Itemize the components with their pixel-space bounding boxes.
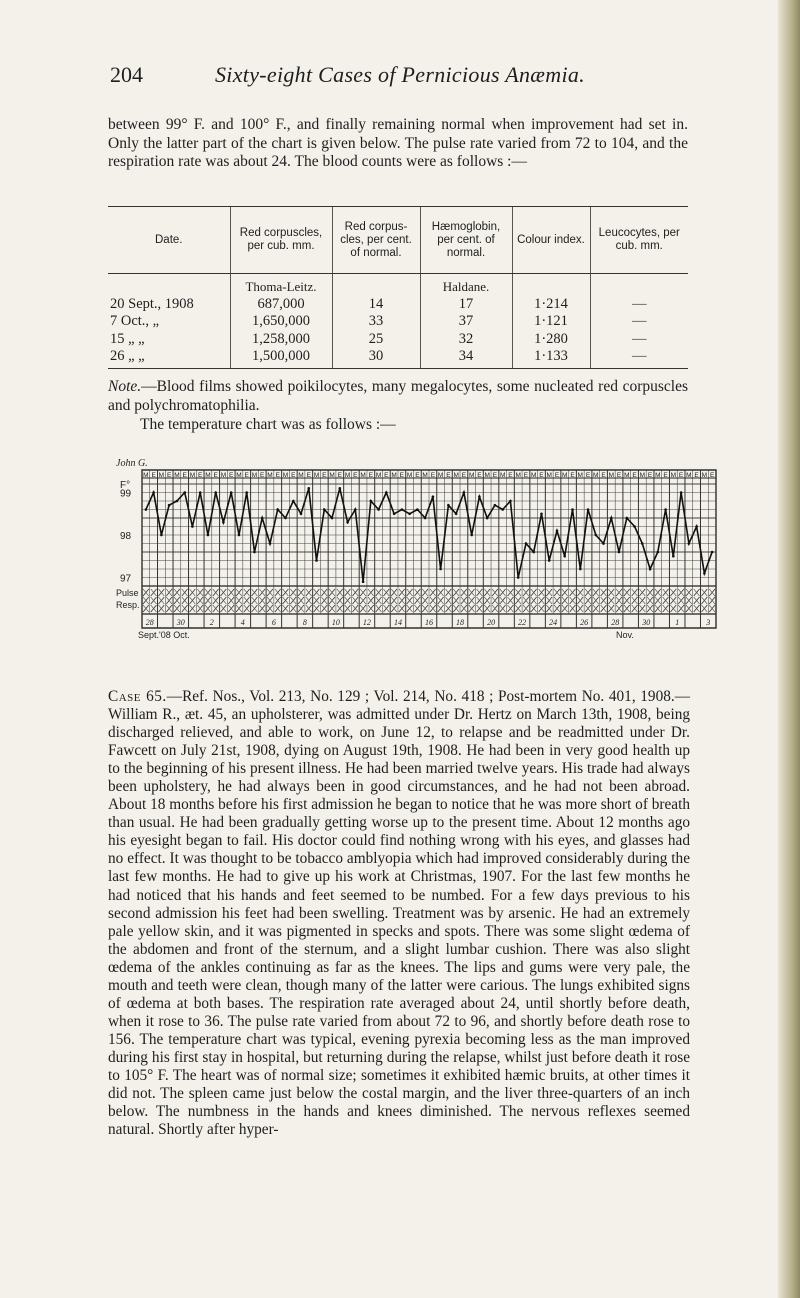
date-tick-label: 24 <box>549 618 558 627</box>
temperature-point <box>680 491 683 494</box>
page-number: 204 <box>110 62 143 87</box>
page-edge <box>778 0 800 1298</box>
table-row: 7 Oct., „ 1,650,000 33 37 1·121 — <box>108 313 688 331</box>
temperature-point <box>261 517 264 520</box>
temperature-point <box>362 580 365 583</box>
case-paragraph <box>108 688 690 1139</box>
temperature-point <box>688 542 691 545</box>
evening-header: E <box>554 472 560 479</box>
temperature-point <box>354 508 357 511</box>
temperature-point <box>525 542 528 545</box>
temperature-point <box>595 534 598 537</box>
evening-header: E <box>492 472 498 479</box>
morning-header: M <box>174 472 180 479</box>
morning-header: M <box>313 472 320 479</box>
case-label: Case 65. <box>108 688 167 705</box>
temperature-point <box>315 559 318 562</box>
temperature-point <box>408 513 411 516</box>
temperature-point <box>238 534 241 537</box>
temperature-point <box>176 500 179 503</box>
evening-header: E <box>337 472 342 479</box>
temperature-point <box>486 517 489 520</box>
temperature-point <box>641 542 644 545</box>
temperature-point <box>199 491 202 494</box>
month-label: Nov. <box>616 630 634 640</box>
temperature-point <box>339 487 342 490</box>
date-tick-label: 20 <box>487 618 496 627</box>
table-row: 20 Sept., 1908 687,000 14 17 1·214 — <box>108 296 688 314</box>
evening-header: E <box>601 472 606 479</box>
temperature-point <box>587 508 590 511</box>
evening-header: E <box>570 472 575 479</box>
temperature-point <box>455 513 458 516</box>
temperature-point <box>269 542 272 545</box>
evening-header: E <box>322 472 327 479</box>
date-tick-label: 4 <box>240 618 245 627</box>
evening-header: E <box>182 472 187 479</box>
temperature-point <box>563 555 566 558</box>
morning-header: M <box>236 472 242 479</box>
temperature-point <box>230 491 233 494</box>
morning-header: M <box>562 472 568 479</box>
morning-header: M <box>143 472 149 479</box>
temperature-point <box>548 559 551 562</box>
temperature-point <box>284 517 287 520</box>
morning-header: M <box>593 472 599 479</box>
temperature-point <box>377 508 380 511</box>
temperature-point <box>501 508 504 511</box>
y-tick-label: 97 <box>120 573 132 585</box>
column-header-colour-index: Colour index. <box>512 207 590 274</box>
morning-header: M <box>251 472 258 479</box>
blood-count-table <box>108 206 688 369</box>
table-header-row <box>108 207 688 274</box>
morning-header: M <box>453 472 459 479</box>
evening-header: E <box>663 472 668 479</box>
temperature-point <box>532 551 535 554</box>
temperature-point <box>633 525 636 528</box>
morning-header: M <box>608 472 614 479</box>
temperature-point <box>711 551 714 554</box>
temperature-point <box>463 491 466 494</box>
temperature-point <box>331 517 334 520</box>
temperature-point <box>556 530 559 533</box>
evening-header: E <box>353 472 358 479</box>
temperature-point <box>494 504 497 507</box>
temperature-point <box>160 534 163 537</box>
date-tick-label: 1 <box>675 618 680 627</box>
note-text: —Blood films showed poikilocytes, many megalocytes, some nucleated red corpuscles and polychromatophilia. <box>108 378 688 414</box>
morning-header: M <box>267 472 273 479</box>
evening-header: E <box>166 472 172 479</box>
column-header-red-percent: Red corpus-cles, per cent. of normal. <box>332 207 420 274</box>
temperature-point <box>308 487 311 490</box>
temperature-point <box>300 513 303 516</box>
morning-header: M <box>422 472 428 479</box>
evening-header: E <box>539 472 544 479</box>
temperature-point <box>370 500 373 503</box>
date-tick-label: 30 <box>642 618 651 627</box>
temperature-point <box>276 508 279 511</box>
temperature-point <box>571 508 574 511</box>
date-tick-label: 12 <box>362 618 371 627</box>
temperature-point <box>618 551 621 554</box>
page-header <box>110 56 690 92</box>
temperature-point <box>214 491 217 494</box>
temperature-point <box>470 534 473 537</box>
evening-header: E <box>229 472 234 479</box>
evening-header: E <box>477 472 482 479</box>
morning-header: M <box>298 472 304 479</box>
temperature-point <box>323 508 326 511</box>
morning-header: M <box>220 472 227 479</box>
date-tick-label: 8 <box>302 618 307 627</box>
morning-header: M <box>655 472 661 479</box>
evening-header: E <box>461 472 467 479</box>
temperature-point <box>401 508 404 511</box>
temperature-point <box>703 572 706 575</box>
morning-header: M <box>639 472 646 479</box>
morning-header: M <box>437 472 444 479</box>
temperature-point <box>152 491 155 494</box>
date-tick-label: 28 <box>145 618 154 627</box>
evening-header: E <box>213 472 218 479</box>
evening-header: E <box>368 472 373 479</box>
running-title: Sixty-eight Cases of Pernicious Anæmia. <box>215 62 585 87</box>
date-tick-label: 16 <box>425 618 433 627</box>
date-tick-label: 3 <box>706 618 711 627</box>
date-tick-label: 6 <box>271 618 276 627</box>
table-row: 15 „ „ 1,258,000 25 32 1·280 — <box>108 331 688 349</box>
method-row <box>108 274 688 296</box>
temperature-point <box>183 491 186 494</box>
note-label: Note. <box>108 378 142 395</box>
case-text: —Ref. Nos., Vol. 213, No. 129 ; Vol. 214, No. 418 ; Post-mortem No. 401, 1908.—William R., æt. 45, an upholsterer, was admitted under Dr. Hertz on March 13th, 1908, being discharged relieved, and able to work, on June 12, to relapse and be readmitted under Dr. Fawcett on July 21st, 1908, dying on August 19th, 1908. He had been in very good health up to the beginning of his present illness. He had been married twelve years. His trade had always been upholstery, he had always been in good circumstances, and he had not been abroad. About 18 months before his first admission he began to notice that he was more short of breath than usual. He had been gradually getting worse up to the present time. About 12 months ago his eyesight began to fail. His doctor could find nothing wrong with his eyes, and glasses had no effect. It was thought to be tobacco amblyopia which had improved considerably during the last few months. He had to give up his work at Christmas, 1907. For the last few months he had noticed that his hands and feet seemed to be numbed. For a few days previous to his second admission his feet had been swelling. Treatment was by arsenic. He had an extremely pale yellow skin, and it was pigmented in specks and spots. There was some slight œdema of the abdomen and front of the sternum, and a slight lumbar cushion. There was also slight œdema of the ankles continuing as far as the knees. The lips and gums were very pale, the mouth and teeth were clean, though many of the latter were carious. The lungs exhibited signs of œdema at both bases. The respiration rate averaged about 24, until shortly before death, when it rose to 36. The pulse rate varied from about 72 to 96, and shortly before death rose to 156. The temperature chart was typical, evening pyrexia becoming less as the man improved during his first stay in hospital, but returning during the relapse, whilst just before death it rose to 105° F. The heart was of normal size; sometimes it exhibited hæmic bruits, at other times it did not. The spleen came just below the costal margin, and the liver three-quarters of an inch below. The numbness in the hands and knees diminished. The nervous reflexes seemed natural. Shortly after hyper- <box>108 688 690 1139</box>
temperature-point <box>292 500 295 503</box>
evening-header: E <box>523 472 529 479</box>
temperature-point <box>416 508 419 511</box>
evening-header: E <box>694 472 699 479</box>
column-header-date: Date. <box>108 207 230 274</box>
date-tick-label: 14 <box>394 618 402 627</box>
temperature-chart-intro: The temperature chart was as follows :— <box>140 416 396 433</box>
method-haldane: Haldane. <box>420 274 512 296</box>
evening-header: E <box>291 472 296 479</box>
y-axis-unit-label: F° <box>120 480 131 491</box>
morning-header: M <box>531 472 537 479</box>
temperature-point <box>657 551 660 554</box>
morning-header: M <box>468 472 475 479</box>
column-header-haemoglobin: Hæmoglobin, per cent. of normal. <box>420 207 512 274</box>
temperature-point <box>517 576 520 579</box>
morning-header: M <box>329 472 335 479</box>
temperature-point <box>222 521 225 524</box>
date-tick-label: 10 <box>331 618 340 627</box>
column-header-red-corpuscles: Red corpuscles, per cub. mm. <box>230 207 332 274</box>
morning-header: M <box>360 472 366 479</box>
morning-header: M <box>686 472 692 479</box>
y-tick-label: 98 <box>120 531 132 542</box>
evening-header: E <box>151 472 156 479</box>
morning-header: M <box>577 472 583 479</box>
temperature-point <box>695 525 698 528</box>
temperature-point <box>439 568 442 571</box>
date-tick-label: 18 <box>456 618 464 627</box>
table-row: 26 „ „ 1,500,000 30 34 1·133 — <box>108 348 688 368</box>
temperature-point <box>346 521 349 524</box>
date-tick-label: 2 <box>209 618 214 627</box>
method-thoma-leitz: Thoma-Leitz. <box>230 274 332 296</box>
temperature-point <box>509 500 512 503</box>
row-label-resp: Resp. <box>116 600 140 610</box>
evening-header: E <box>198 472 203 479</box>
temperature-point <box>168 504 171 507</box>
evening-header: E <box>709 472 715 479</box>
morning-header: M <box>624 472 630 479</box>
column-header-leucocytes: Leucocytes, per cub. mm. <box>590 207 688 274</box>
y-tick-label: 99 <box>120 488 132 500</box>
temperature-point <box>664 508 667 511</box>
morning-header: M <box>484 472 490 479</box>
evening-header: E <box>415 472 420 479</box>
date-tick-label: 22 <box>518 618 527 627</box>
morning-header: M <box>282 472 289 479</box>
temperature-point <box>253 551 256 554</box>
temperature-point <box>432 495 435 498</box>
evening-header: E <box>632 472 637 479</box>
temperature-point <box>207 534 210 537</box>
morning-header: M <box>205 472 211 479</box>
evening-header: E <box>508 472 513 479</box>
temperature-point <box>610 517 613 520</box>
date-tick-label: 26 <box>580 618 589 627</box>
morning-header: M <box>375 472 382 479</box>
temperature-chart-svg <box>90 434 730 666</box>
evening-header: E <box>306 472 311 479</box>
evening-header: E <box>399 472 405 479</box>
temperature-chart <box>90 434 730 666</box>
morning-header: M <box>158 472 165 479</box>
evening-header: E <box>446 472 451 479</box>
evening-header: E <box>430 472 436 479</box>
temperature-point <box>579 568 582 571</box>
temperature-point <box>672 555 675 558</box>
evening-header: E <box>260 472 265 479</box>
evening-header: E <box>678 472 684 479</box>
chart-corner-label: John G. <box>116 458 148 469</box>
temperature-point <box>478 495 481 498</box>
morning-header: M <box>515 472 521 479</box>
temperature-point <box>602 542 605 545</box>
morning-header: M <box>701 472 708 479</box>
temperature-point <box>393 513 396 516</box>
temperature-point <box>424 517 427 520</box>
evening-header: E <box>384 472 389 479</box>
date-tick-label: 30 <box>176 618 185 627</box>
temperature-point <box>540 513 543 516</box>
intro-paragraph: between 99° F. and 100° F., and finally remaining normal when improvement had set in. Only the latter part of the chart is given below. The pulse rate varied from 72 to 104, and the respiration rate was about 24. The blood counts were as follows :— <box>108 116 688 171</box>
evening-header: E <box>244 472 249 479</box>
morning-header: M <box>546 472 552 479</box>
temperature-point <box>385 491 388 494</box>
morning-header: M <box>670 472 677 479</box>
date-tick-label: 28 <box>611 618 620 627</box>
morning-header: M <box>189 472 196 479</box>
morning-header: M <box>391 472 397 479</box>
temperature-point <box>649 568 652 571</box>
morning-header: M <box>344 472 351 479</box>
evening-header: E <box>647 472 653 479</box>
temperature-point <box>626 517 629 520</box>
temperature-point <box>245 491 248 494</box>
temperature-point <box>447 504 450 507</box>
evening-header: E <box>585 472 591 479</box>
month-label: Sept.'08 Oct. <box>138 630 190 640</box>
temperature-point <box>145 508 148 511</box>
morning-header: M <box>406 472 413 479</box>
morning-header: M <box>499 472 506 479</box>
row-label-pulse: Pulse <box>116 588 139 598</box>
evening-header: E <box>616 472 622 479</box>
note-paragraph <box>108 378 688 415</box>
temperature-point <box>191 525 194 528</box>
evening-header: E <box>275 472 280 479</box>
